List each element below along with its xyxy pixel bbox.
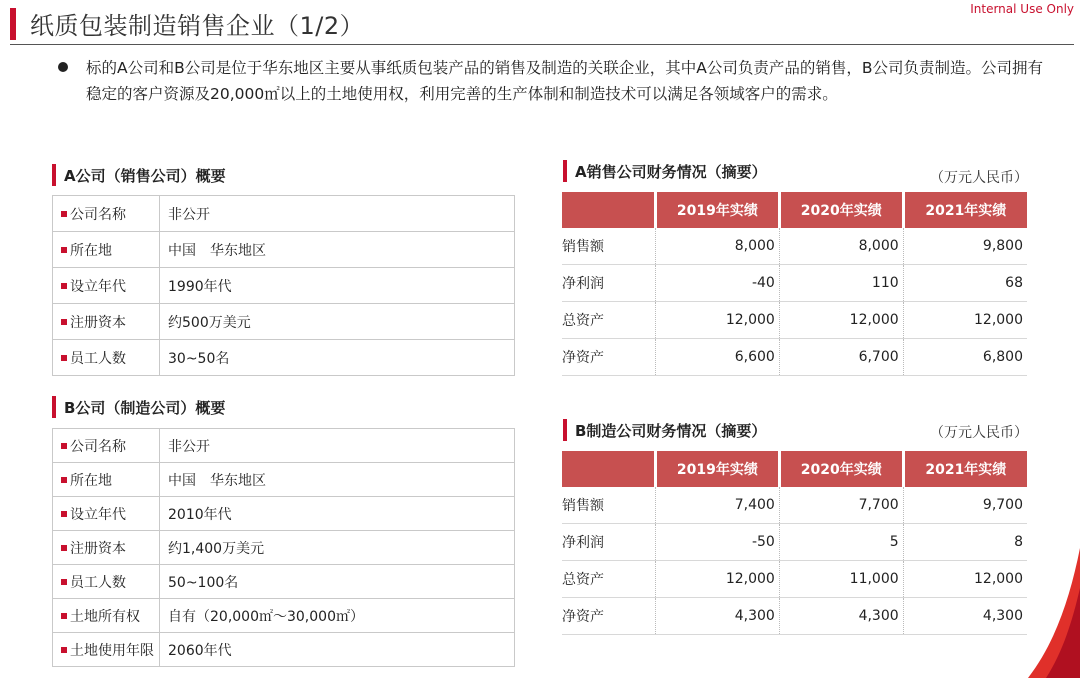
fin-value: 12,000	[903, 302, 1027, 339]
company-a-table	[52, 195, 515, 376]
fin-row	[562, 561, 1027, 598]
fin-row	[562, 302, 1027, 339]
fin-value: -50	[656, 524, 780, 561]
section-accent-bar	[563, 419, 567, 441]
bullet-square-icon	[61, 211, 67, 217]
fin-row-label: 净资产	[562, 598, 656, 635]
fin-value: 12,000	[779, 302, 903, 339]
info-row	[53, 304, 515, 340]
info-row	[53, 497, 515, 531]
info-label: 注册资本	[70, 540, 126, 557]
fin-row-label: 总资产	[562, 302, 656, 339]
fin-column-header: 2019年实绩	[656, 451, 780, 487]
info-row	[53, 340, 515, 376]
fin-column-header: 2020年实绩	[779, 192, 903, 228]
section-accent-bar	[52, 164, 56, 186]
info-value: 1990年代	[160, 268, 515, 304]
title-divider	[10, 44, 1074, 45]
fin-row	[562, 339, 1027, 376]
info-label: 土地所有权	[70, 608, 140, 625]
fin-b-unit: （万元人民币）	[930, 425, 1028, 441]
bullet-square-icon	[61, 247, 67, 253]
section-accent-bar	[52, 396, 56, 418]
bullet-square-icon	[61, 647, 67, 653]
fin-column-header: 2020年实绩	[779, 451, 903, 487]
info-label-cell	[53, 196, 160, 232]
fin-row	[562, 487, 1027, 524]
info-value: 2010年代	[160, 497, 515, 531]
bullet-square-icon	[61, 319, 67, 325]
info-row	[53, 196, 515, 232]
info-label-cell	[53, 531, 160, 565]
fin-row	[562, 265, 1027, 302]
fin-column-header: 2021年实绩	[903, 451, 1027, 487]
info-value: 30~50名	[160, 340, 515, 376]
fin-value: 7,700	[779, 487, 903, 524]
fin-row-label: 净利润	[562, 265, 656, 302]
fin-value: 4,300	[656, 598, 780, 635]
company-a-title: A公司（销售公司）概要	[64, 167, 226, 185]
bullet-square-icon	[61, 355, 67, 361]
info-label-cell	[53, 599, 160, 633]
corner-decoration	[1010, 528, 1080, 678]
fin-row	[562, 598, 1027, 635]
info-row	[53, 531, 515, 565]
fin-row-label: 净利润	[562, 524, 656, 561]
fin-value: 12,000	[903, 561, 1027, 598]
bullet-dot	[58, 62, 68, 72]
bullet-square-icon	[61, 283, 67, 289]
info-label: 员工人数	[70, 350, 126, 367]
info-label-cell	[53, 633, 160, 667]
fin-value: 12,000	[656, 302, 780, 339]
fin-value: 8,000	[779, 228, 903, 265]
fin-value: 4,300	[903, 598, 1027, 635]
bullet-square-icon	[61, 613, 67, 619]
info-label: 公司名称	[70, 438, 126, 455]
internal-use-badge: Internal Use Only	[970, 2, 1074, 16]
fin-header-blank	[562, 192, 656, 228]
fin-b-table	[562, 451, 1027, 635]
fin-row	[562, 228, 1027, 265]
info-label: 土地使用年限	[70, 642, 154, 659]
bullet-square-icon	[61, 477, 67, 483]
info-row	[53, 429, 515, 463]
fin-value: 8,000	[656, 228, 780, 265]
info-label-cell	[53, 232, 160, 268]
info-value: 非公开	[160, 196, 515, 232]
fin-value: 4,300	[779, 598, 903, 635]
info-label: 设立年代	[70, 278, 126, 295]
bullet-square-icon	[61, 511, 67, 517]
info-value: 约500万美元	[160, 304, 515, 340]
title-accent-bar	[10, 8, 16, 40]
fin-value: 5	[779, 524, 903, 561]
info-label: 设立年代	[70, 506, 126, 523]
fin-b-title: B制造公司财务情况（摘要）	[575, 422, 767, 440]
info-row	[53, 633, 515, 667]
info-label-cell	[53, 463, 160, 497]
info-label-cell	[53, 304, 160, 340]
bullet-square-icon	[61, 443, 67, 449]
info-label-cell	[53, 497, 160, 531]
info-value: 2060年代	[160, 633, 515, 667]
fin-a-table	[562, 192, 1027, 376]
info-value: 50~100名	[160, 565, 515, 599]
fin-value: 12,000	[656, 561, 780, 598]
info-label: 公司名称	[70, 206, 126, 223]
fin-row-label: 净资产	[562, 339, 656, 376]
info-row	[53, 565, 515, 599]
info-row	[53, 599, 515, 633]
fin-value: 6,800	[903, 339, 1027, 376]
info-value: 非公开	[160, 429, 515, 463]
info-label-cell	[53, 340, 160, 376]
info-label: 所在地	[70, 472, 112, 489]
bullet-square-icon	[61, 579, 67, 585]
fin-value: 8	[903, 524, 1027, 561]
fin-header-row	[562, 451, 1027, 487]
info-label-cell	[53, 429, 160, 463]
info-label: 所在地	[70, 242, 112, 259]
fin-value: 68	[903, 265, 1027, 302]
fin-value: 7,400	[656, 487, 780, 524]
fin-column-header: 2021年实绩	[903, 192, 1027, 228]
fin-value: -40	[656, 265, 780, 302]
info-row	[53, 268, 515, 304]
fin-row-label: 总资产	[562, 561, 656, 598]
fin-value: 9,700	[903, 487, 1027, 524]
info-label: 注册资本	[70, 314, 126, 331]
fin-row	[562, 524, 1027, 561]
bullet-square-icon	[61, 545, 67, 551]
fin-a-unit: （万元人民币）	[930, 170, 1028, 186]
fin-value: 6,700	[779, 339, 903, 376]
fin-column-header: 2019年实绩	[656, 192, 780, 228]
info-label-cell	[53, 565, 160, 599]
fin-header-row	[562, 192, 1027, 228]
fin-value: 110	[779, 265, 903, 302]
info-value: 中国 华东地区	[160, 232, 515, 268]
section-accent-bar	[563, 160, 567, 182]
info-value: 自有（20,000㎡～30,000㎡）	[160, 599, 515, 633]
intro-paragraph: 标的A公司和B公司是位于华东地区主要从事纸质包装产品的销售及制造的关联企业，其中A公司负责产品的销售，B公司负责制造。公司拥有稳定的客户资源及20,000㎡以上的土地使用权，利用完善的生产体制和制造技术可以满足各领域客户的需求。	[86, 59, 1043, 103]
fin-value: 11,000	[779, 561, 903, 598]
fin-value: 9,800	[903, 228, 1027, 265]
company-b-title: B公司（制造公司）概要	[64, 399, 226, 417]
fin-header-blank	[562, 451, 656, 487]
fin-value: 6,600	[656, 339, 780, 376]
info-value: 约1,400万美元	[160, 531, 515, 565]
company-b-table	[52, 428, 515, 667]
page-title: 纸质包装制造销售企业（1/2）	[30, 12, 365, 40]
info-label-cell	[53, 268, 160, 304]
info-label: 员工人数	[70, 574, 126, 591]
info-row	[53, 232, 515, 268]
info-value: 中国 华东地区	[160, 463, 515, 497]
fin-a-title: A销售公司财务情况（摘要）	[575, 163, 767, 181]
fin-row-label: 销售额	[562, 487, 656, 524]
info-row	[53, 463, 515, 497]
fin-row-label: 销售额	[562, 228, 656, 265]
